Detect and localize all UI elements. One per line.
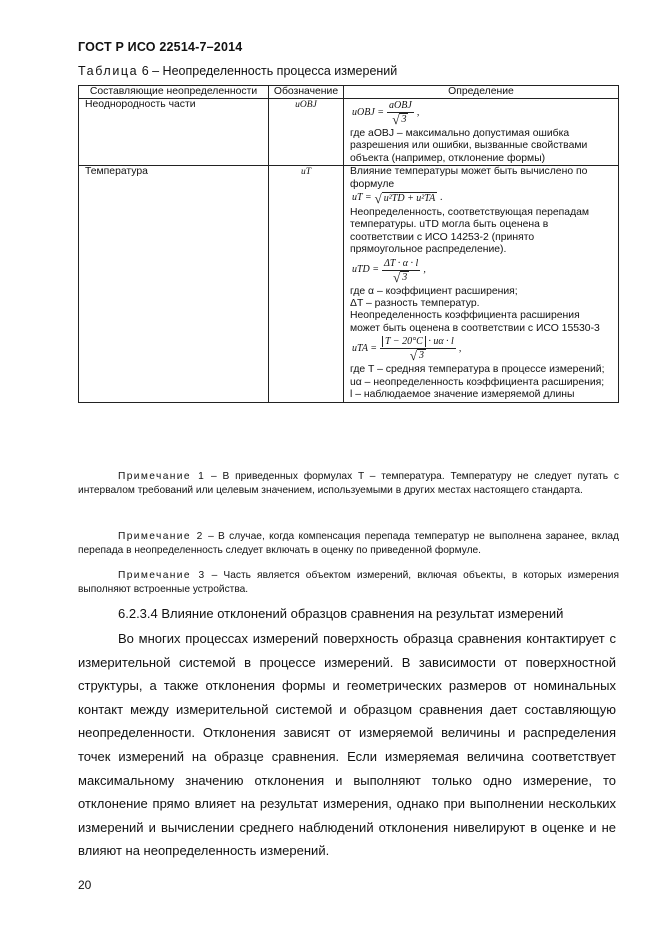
note-text: – Часть является объектом измерений, включая объекты, в которых измерения выполняют встроенные устройства.	[78, 570, 619, 595]
note-label: Примечание 1	[118, 471, 206, 482]
document-title: ГОСТ Р ИСО 22514-7–2014	[78, 40, 243, 54]
sqrt-symbol: √	[409, 348, 417, 364]
table-row	[79, 166, 619, 402]
sqrt-symbol: √	[393, 269, 401, 285]
formula-radicand: u²TD + u²TA	[383, 193, 436, 205]
note-label: Примечание 3	[118, 570, 206, 581]
formula-lhs: uTA =	[352, 343, 377, 355]
formula-tail: .	[440, 192, 443, 204]
definition-cell	[344, 99, 619, 166]
formula-lhs: uTD =	[352, 264, 380, 276]
definition-line: uα – неопределенность коэффициента расширения;	[350, 376, 605, 388]
page-number: 20	[78, 878, 92, 892]
formula-tail: ,	[423, 264, 426, 276]
column-header: Обозначение	[269, 86, 344, 99]
column-header: Составляющие неопределенности	[79, 86, 269, 99]
note-3	[78, 569, 619, 597]
component-cell: Неоднородность части	[79, 99, 269, 166]
sqrt-symbol: √	[374, 191, 382, 207]
formula-denominator: 3	[418, 350, 424, 362]
component-cell: Температура	[79, 166, 269, 402]
definition-line: где α – коэффициент расширения;	[350, 285, 518, 297]
formula-lhs: uOBJ =	[352, 106, 385, 118]
formula	[352, 100, 615, 126]
table-caption	[78, 64, 397, 78]
formula-denominator: 3	[402, 271, 408, 283]
formula-numerator: ΔT · α · l	[384, 257, 419, 269]
definition-line: формуле	[350, 178, 395, 190]
definition-line: где T – средняя температура в процессе измерений;	[350, 364, 605, 376]
formula-tail: ,	[416, 106, 420, 118]
note-1	[78, 470, 619, 498]
definition-line: разрешения или ошибки, вызванные свойствами	[350, 140, 588, 152]
formula-lhs: uT =	[352, 192, 372, 204]
definition-line: может быть оценена в соответствии с ИСО 15530-3	[350, 322, 600, 334]
definition-line: где aOBJ – максимально допустимая ошибка	[350, 128, 570, 139]
definition-line: соответствии с ИСО 14253-2 (принято	[350, 231, 535, 243]
formula-tail: ,	[458, 343, 462, 355]
numerator-rest: · uα · l	[428, 336, 454, 348]
table-header-row	[79, 86, 619, 99]
formula	[352, 258, 615, 284]
definition-cell	[344, 166, 619, 402]
definition-line: температуры. uTD могла быть оценена в	[350, 219, 549, 231]
note-label: Примечание 2	[118, 531, 204, 542]
section-title: 6.2.3.4 Влияние отклонений образцов сравнения на результат измерений	[118, 606, 564, 621]
formula-denominator: 3	[401, 114, 407, 125]
definition-line: Влияние температуры может быть вычислено по	[350, 166, 588, 178]
table-row	[79, 99, 619, 166]
section-paragraph: Во многих процессах измерений поверхность образца сравнения контактирует с измерительной системой в процессе измерений. В зависимости от поверхностной структуры, а также отклонения формы и геометрических размеров от номинальных контакт между измерительной системой и образцом сравнения дает составляющую неопределенности. Отклонения зависят от измеряемой величины и распределения точек измерений на образце сравнения. Если измеряемая величина соответствует максимальному значению отклонения и выполняют только одно измерение, то отклонение прямо влияет на результат измерения, однако при выполнении нескольких измерений и вычислении среднего наблюдений отклонения нивелируют в оценке и не влияют на неопределенность измерений.	[78, 631, 616, 859]
formula-numerator	[380, 336, 456, 349]
formula	[352, 336, 615, 362]
definition-line: Неопределенность коэффициента расширения	[350, 310, 580, 322]
table-caption-text: 6 – Неопределенность процесса измерений	[141, 64, 398, 78]
symbol-cell: uOBJ	[269, 99, 344, 166]
definition-line: l – наблюдаемое значение измеряемой длины	[350, 389, 575, 401]
abs-term: T − 20°C	[382, 336, 426, 347]
note-text: – В случае, когда компенсация перепада температур не выполнена заранее, вклад перепада в неопределенность следует включать в оценку по приведенной формуле.	[78, 531, 619, 556]
symbol-cell: uT	[269, 166, 344, 402]
note-2	[78, 530, 619, 558]
sqrt-symbol: √	[392, 112, 400, 127]
note-text: – В приведенных формулах T – температура. Температуру не следует путать с интервалом требований или целевым значением, используемыми в других местах настоящего стандарта.	[78, 471, 619, 496]
definition-line: объекта (например, отклонение формы)	[350, 152, 546, 164]
table-caption-label: Таблица	[78, 64, 139, 78]
uncertainty-table	[78, 85, 619, 403]
column-header: Определение	[344, 86, 619, 99]
definition-line: ΔT – разность температур.	[350, 298, 480, 310]
formula	[352, 192, 615, 205]
definition-line: Неопределенность, соответствующая перепадам	[350, 207, 590, 219]
formula-numerator: aOBJ	[389, 100, 412, 111]
definition-line: прямоугольное распределение).	[350, 244, 507, 256]
